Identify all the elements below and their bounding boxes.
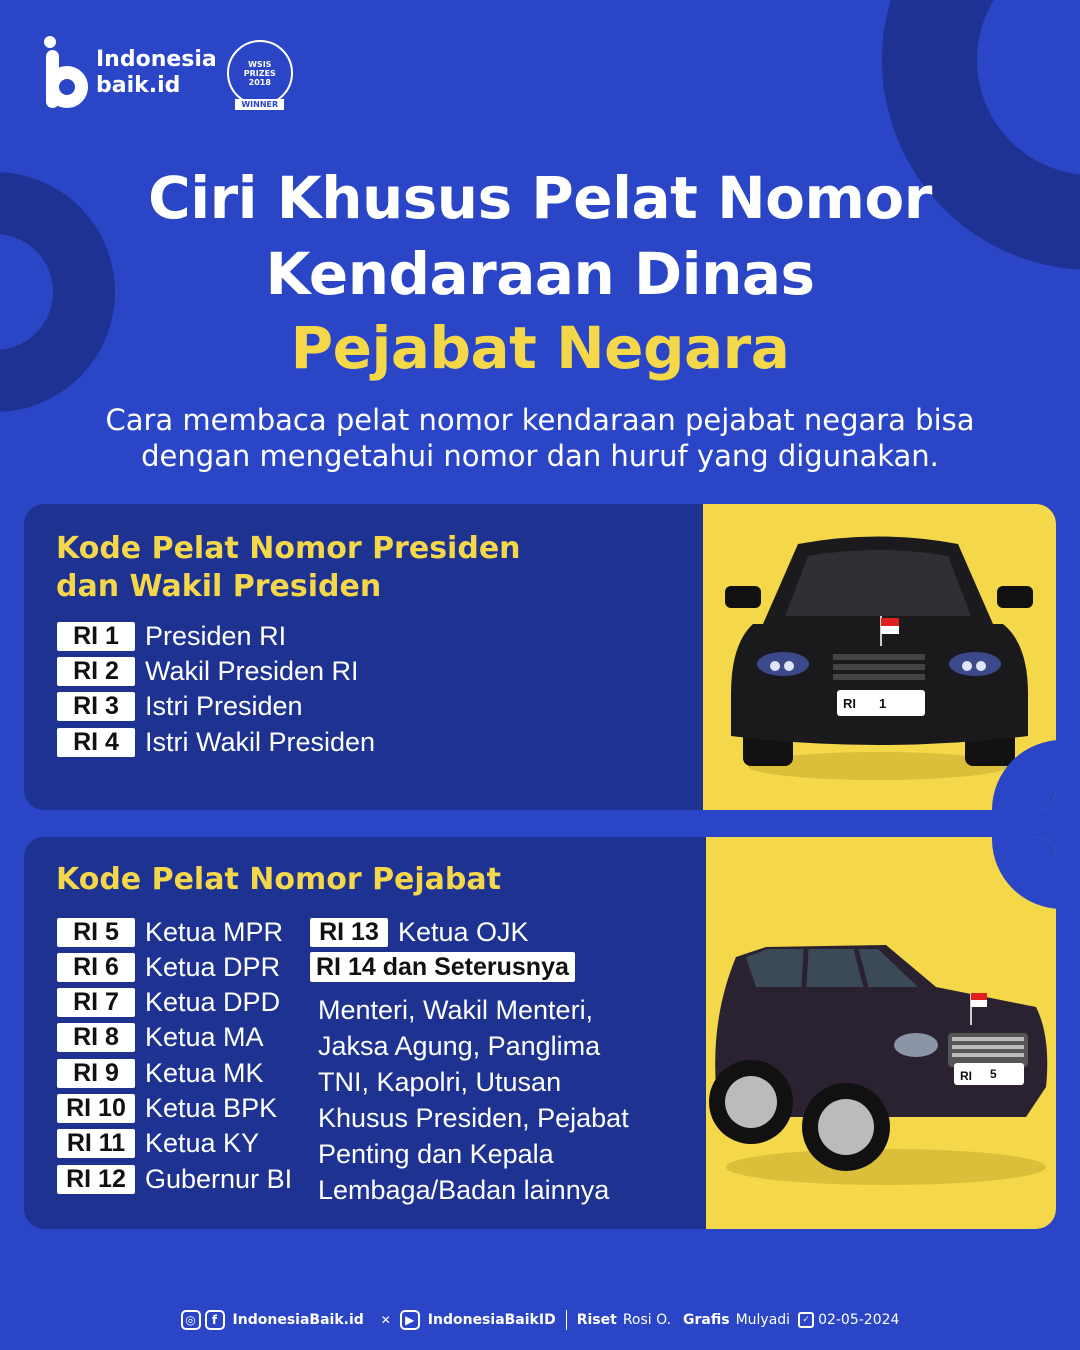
president-title-line2: dan Wakil Presiden	[56, 569, 382, 604]
plate-label: Ketua MPR	[145, 916, 284, 947]
list-item	[57, 950, 280, 984]
plate-label: Ketua MK	[145, 1057, 264, 1088]
instagram-icon[interactable]: ◎	[181, 1310, 201, 1330]
list-item	[310, 950, 575, 984]
plate-label: Presiden RI	[145, 620, 287, 651]
footer-date: 02-05-2024	[818, 1312, 900, 1328]
plate-label: Gubernur BI	[145, 1163, 293, 1194]
brand-name-line2: baik.id	[96, 73, 181, 98]
plate-code: RI 9	[57, 1059, 135, 1088]
plate-code: RI 12	[57, 1165, 135, 1194]
plate-label: Ketua DPR	[145, 951, 281, 982]
president-car-plate-prefix: RI	[843, 696, 856, 711]
riset-label: Riset	[576, 1312, 617, 1328]
president-section-title	[56, 530, 521, 606]
riset-name: Rosi O.	[622, 1312, 672, 1328]
plate-label: Ketua KY	[145, 1127, 260, 1158]
page-title-line1: Ciri Khusus Pelat Nomor	[148, 164, 932, 232]
page-title-line2: Kendaraan Dinas	[265, 240, 815, 308]
plate-code: RI 11	[57, 1129, 135, 1158]
list-item	[57, 915, 283, 949]
list-item	[57, 689, 303, 723]
president-car-plate-number: 1	[879, 696, 887, 711]
description-line: Penting dan Kepala	[318, 1139, 554, 1169]
plate-label: Istri Wakil Presiden	[145, 726, 376, 757]
list-item	[57, 654, 359, 688]
president-title-line1: Kode Pelat Nomor Presiden	[56, 531, 521, 566]
plate-code-wide: RI 14 dan Seterusnya	[310, 952, 575, 982]
brand-logo[interactable]	[42, 36, 293, 110]
plate-label: Ketua BPK	[145, 1092, 278, 1123]
plate-code: RI 10	[57, 1094, 135, 1123]
plate-code: RI 4	[57, 728, 135, 757]
plate-code: RI 8	[57, 1023, 135, 1052]
list-item	[57, 1126, 259, 1160]
president-plate-panel	[24, 504, 1056, 810]
youtube-icon[interactable]: ▶	[400, 1310, 420, 1330]
official-plate-panel	[24, 837, 1056, 1229]
description-line: Jaksa Agung, Panglima	[318, 1031, 601, 1061]
footer-credits	[0, 1308, 1080, 1332]
plate-code: RI 13	[310, 918, 388, 947]
plate-label: Istri Presiden	[145, 690, 303, 721]
brand-logo-mark-icon	[42, 36, 88, 110]
president-car-icon	[703, 504, 1056, 810]
footer-handle-1[interactable]: IndonesiaBaik.id	[232, 1312, 364, 1328]
list-item	[57, 985, 280, 1019]
official-section-title: Kode Pelat Nomor Pejabat	[56, 862, 501, 897]
subtitle-line1: Cara membaca pelat nomor kendaraan pejabat negara bisa	[105, 403, 975, 437]
plate-code: RI 6	[57, 953, 135, 982]
plate-description-block	[318, 992, 629, 1208]
description-line: Khusus Presiden, Pejabat	[318, 1103, 629, 1133]
footer-divider	[566, 1310, 567, 1330]
description-line: Menteri, Wakil Menteri,	[318, 995, 594, 1025]
plate-label: Wakil Presiden RI	[145, 655, 359, 686]
x-icon[interactable]: ✕	[380, 1313, 391, 1327]
list-item	[57, 1162, 292, 1196]
plate-label: Ketua DPD	[145, 986, 281, 1017]
list-item	[57, 725, 375, 759]
president-car-area	[703, 504, 1056, 810]
plate-code: RI 3	[57, 692, 135, 721]
page-subtitle	[40, 402, 1040, 474]
subtitle-line2: dengan mengetahui nomor dan huruf yang digunakan.	[141, 439, 939, 473]
plate-label: Ketua MA	[145, 1021, 264, 1052]
list-item	[57, 619, 286, 653]
award-ribbon: WINNER	[235, 99, 284, 110]
brand-name-line1: Indonesia	[96, 47, 217, 72]
award-line1: WSIS	[248, 59, 272, 69]
official-car-area	[706, 837, 1056, 1229]
list-item	[310, 915, 529, 949]
list-item	[57, 1056, 264, 1090]
plate-code: RI 7	[57, 988, 135, 1017]
plate-code: RI 1	[57, 622, 135, 651]
footer-handle-2[interactable]: IndonesiaBaikID	[427, 1312, 556, 1328]
grafis-name: Mulyadi	[735, 1312, 791, 1328]
brand-name	[96, 47, 217, 99]
plate-code: RI 5	[57, 918, 135, 947]
official-car-plate-prefix: RI	[960, 1069, 972, 1083]
description-line: Lembaga/Badan lainnya	[318, 1175, 610, 1205]
description-line: TNI, Kapolri, Utusan	[318, 1067, 562, 1097]
plate-label: Ketua OJK	[398, 916, 529, 947]
list-item	[57, 1020, 264, 1054]
plate-code: RI 2	[57, 657, 135, 686]
calendar-icon: ✓	[798, 1312, 814, 1328]
facebook-icon[interactable]: f	[205, 1310, 225, 1330]
official-car-icon	[706, 837, 1056, 1229]
list-item	[57, 1091, 277, 1125]
award-badge-icon	[227, 40, 293, 109]
page-title-line3: Pejabat Negara	[290, 314, 790, 382]
award-line2: PRIZES	[243, 68, 276, 78]
award-line3: 2018	[248, 77, 271, 87]
official-car-plate-number: 5	[990, 1067, 997, 1081]
grafis-label: Grafis	[683, 1312, 730, 1328]
